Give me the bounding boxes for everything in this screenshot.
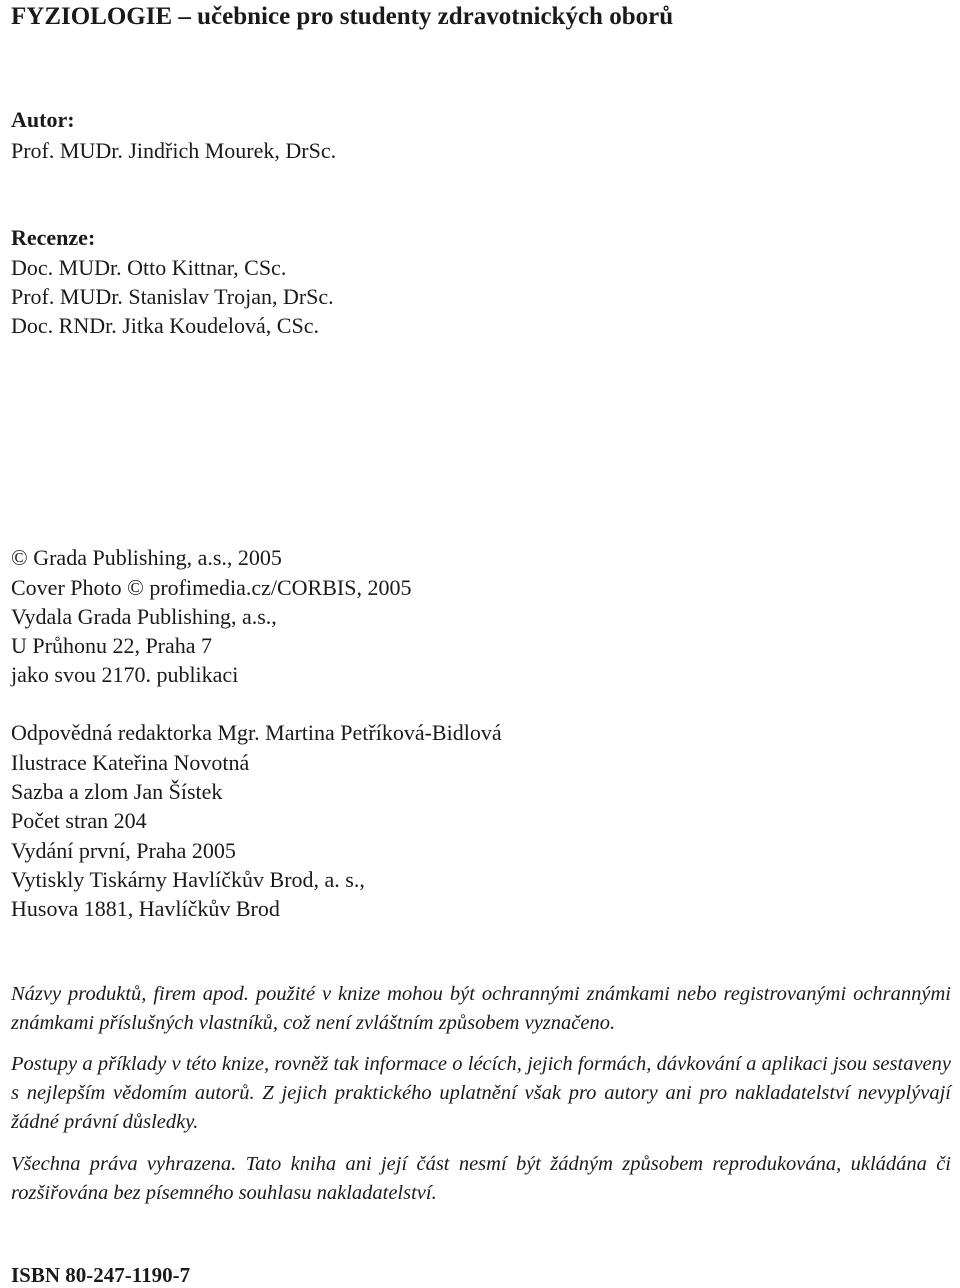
liability-notice: Postupy a příklady v této knize, rovněž tak informace o lécích, jejich formách, dávkování a aplikaci jsou sestaveny s nejlepším vědomím autorů. Z jejich praktického uplatnění však pro autory ani pro nakladatelství nevyplývají žádné právní důsledky. xyxy=(11,1053,951,1133)
copyright-line: © Grada Publishing, a.s., 2005 xyxy=(11,545,282,570)
book-title: FYZIOLOGIE – učebnice pro studenty zdravotnických oborů xyxy=(11,3,674,30)
author-label: Autor: xyxy=(11,107,75,132)
reviewer-3: Doc. RNDr. Jitka Koudelová, CSc. xyxy=(11,313,319,338)
typesetting-line: Sazba a zlom Jan Šístek xyxy=(11,779,223,804)
cover-photo-line: Cover Photo © profimedia.cz/CORBIS, 2005 xyxy=(11,575,412,600)
publisher-address: U Průhonu 22, Praha 7 xyxy=(11,633,213,658)
publication-number: jako svou 2170. publikaci xyxy=(11,662,239,687)
illustrator-line: Ilustrace Kateřina Novotná xyxy=(11,750,250,775)
rights-notice: Všechna práva vyhrazena. Tato kniha ani její část nesmí být žádným způsobem reprodukována, ukládána či rozšiřována bez písemného souhlasu nakladatelství. xyxy=(11,1153,951,1204)
publisher-line: Vydala Grada Publishing, a.s., xyxy=(11,604,277,629)
trademark-notice: Názvy produktů, firem apod. použité v knize mohou být ochrannými známkami nebo registrovanými ochrannými známkami příslušných vlastníků, což není zvláštním způsobem vyznačeno. xyxy=(11,983,951,1034)
printer-address: Husova 1881, Havlíčkův Brod xyxy=(11,896,280,921)
reviewer-2: Prof. MUDr. Stanislav Trojan, DrSc. xyxy=(11,284,334,309)
author-name: Prof. MUDr. Jindřich Mourek, DrSc. xyxy=(11,138,337,163)
reviewers-label: Recenze: xyxy=(11,225,96,250)
editor-line: Odpovědná redaktorka Mgr. Martina Petříková-Bidlová xyxy=(11,720,502,745)
reviewer-1: Doc. MUDr. Otto Kittnar, CSc. xyxy=(11,255,287,280)
isbn-number: ISBN 80-247-1190-7 xyxy=(11,1263,191,1287)
printer-line: Vytiskly Tiskárny Havlíčkův Brod, a. s., xyxy=(11,867,365,892)
page-count-line: Počet stran 204 xyxy=(11,808,147,833)
edition-line: Vydání první, Praha 2005 xyxy=(11,838,236,863)
